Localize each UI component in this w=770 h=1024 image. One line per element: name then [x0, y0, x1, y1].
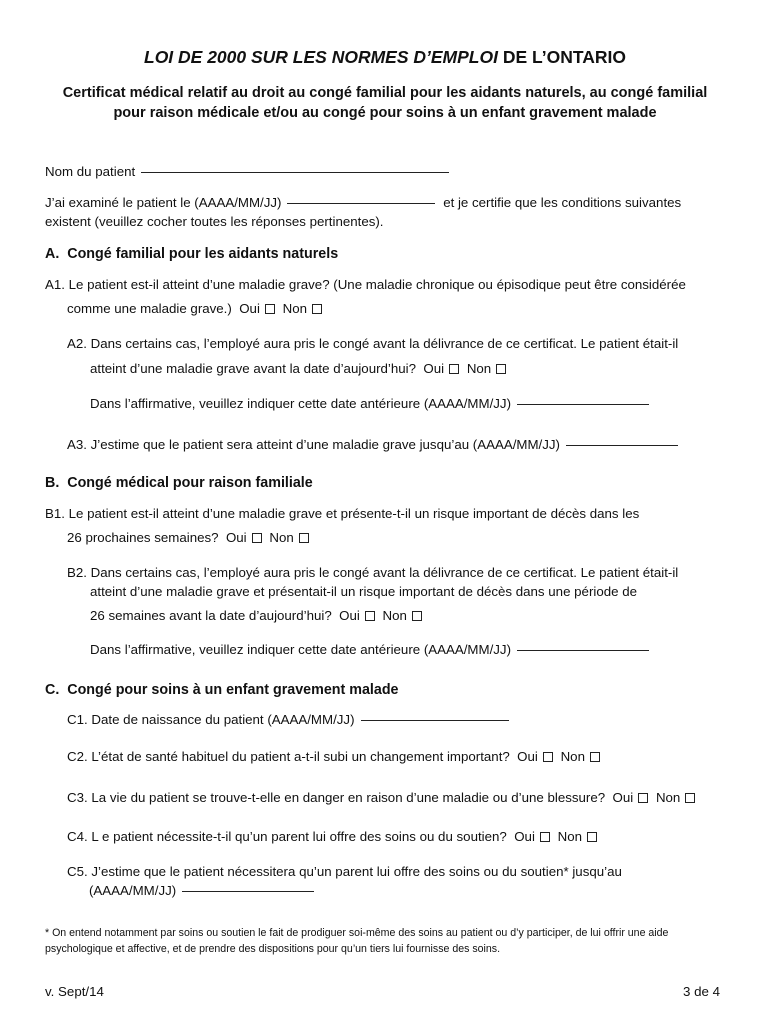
a3-row [67, 437, 678, 453]
a2-date-label: Dans l’affirmative, veuillez indiquer cette date antérieure (AAAA/MM/JJ) [90, 396, 512, 411]
c5-date-field[interactable] [182, 890, 314, 892]
a2-no-label: Non [466, 361, 492, 376]
a2-line-2 [90, 361, 510, 377]
page-subtitle [20, 83, 750, 123]
c4-no-checkbox[interactable] [587, 832, 597, 842]
b2-yes-label: Oui [339, 608, 360, 623]
examined-date-field[interactable] [287, 202, 435, 204]
b2-line-3 [90, 608, 426, 624]
c5-line-2 [89, 883, 314, 899]
c5-date-label: (AAAA/MM/JJ) [89, 883, 177, 898]
a2-yes-label: Oui [423, 361, 445, 376]
a2-yes-checkbox[interactable] [449, 364, 459, 374]
c1-label: C1. Date de naissance du patient (AAAA/MM/JJ) [67, 712, 355, 727]
c5-line-1: C5. J’estime que le patient nécessitera qu’un parent lui offre des soins ou du soutien* jusqu’au [67, 864, 622, 879]
a3-label: A3. J’estime que le patient sera atteint d’une maladie grave jusqu’au (AAAA/MM/JJ) [67, 437, 560, 452]
c4-yes-checkbox[interactable] [540, 832, 550, 842]
examined-line-2: existent (veuillez cocher toutes les réponses pertinentes). [45, 214, 384, 229]
c2-yes-label: Oui [517, 749, 538, 764]
c3-yes-checkbox[interactable] [638, 793, 648, 803]
c3-no-checkbox[interactable] [685, 793, 695, 803]
a1-yes-checkbox[interactable] [265, 304, 275, 314]
patient-name-row [45, 164, 449, 180]
subtitle-line-2: pour raison médicale et/ou au congé pour soins à un enfant gravement malade [113, 105, 657, 121]
b2-date-field[interactable] [517, 649, 649, 651]
patient-name-label: Nom du patient [45, 164, 136, 179]
b2-no-checkbox[interactable] [412, 611, 422, 621]
footnote-line-1: * On entend notamment par soins ou soutien le fait de prodiguer soi-même des soins au patient ou d’y participer, de lui offrir une aide [45, 927, 669, 939]
c3-row [67, 790, 699, 806]
b1-yes-checkbox[interactable] [252, 533, 262, 543]
b1-no-checkbox[interactable] [299, 533, 309, 543]
a1-no-label: Non [282, 301, 308, 316]
section-b-heading: B. Congé médical pour raison familiale [45, 475, 313, 491]
a1-no-checkbox[interactable] [312, 304, 322, 314]
a1-line-2 [67, 301, 326, 317]
c4-no-label: Non [557, 829, 583, 844]
b1-no-label: Non [269, 530, 294, 545]
patient-name-field[interactable] [141, 171, 449, 173]
b2-date-row [90, 642, 649, 658]
b2-no-label: Non [382, 608, 407, 623]
examined-row [45, 195, 681, 211]
b2-line-2: atteint d’une maladie grave et présentait-il un risque important de décès dans une période de [90, 584, 637, 599]
b2-yes-checkbox[interactable] [365, 611, 375, 621]
b2-date-label: Dans l’affirmative, veuillez indiquer cette date antérieure (AAAA/MM/JJ) [90, 642, 512, 657]
b1-yes-label: Oui [225, 530, 247, 545]
b1-line-1: B1. Le patient est-il atteint d’une maladie grave et présente-t-il un risque important de décès dans les [45, 506, 640, 521]
c1-date-field[interactable] [361, 719, 509, 721]
c2-yes-checkbox[interactable] [543, 752, 553, 762]
examined-suffix: et je certifie que les conditions suivantes [443, 195, 682, 210]
b1-line-2 [67, 530, 313, 546]
c2-text: C2. L’état de santé habituel du patient a-t-il subi un changement important? [67, 749, 510, 764]
a2-no-checkbox[interactable] [496, 364, 506, 374]
a2-text: atteint d’une maladie grave avant la date d’aujourd’hui? [90, 361, 417, 376]
a3-date-field[interactable] [566, 444, 678, 446]
c1-row [67, 712, 509, 728]
a2-date-row [90, 396, 649, 412]
section-c-heading: C. Congé pour soins à un enfant gravement malade [45, 682, 399, 698]
c3-yes-label: Oui [612, 790, 634, 805]
b2-line-1: B2. Dans certains cas, l’employé aura pris le congé avant la délivrance de ce certificat. Le patient était-il [67, 565, 679, 580]
c2-no-label: Non [560, 749, 585, 764]
c3-no-label: Non [655, 790, 681, 805]
title-rest: DE L’ONTARIO [502, 47, 626, 67]
c4-text: C4. L e patient nécessite-t-il qu’un parent lui offre des soins ou du soutien? [67, 829, 507, 844]
page-number: 3 de 4 [683, 984, 720, 999]
page-title [0, 47, 770, 68]
b2-text: 26 semaines avant la date d’aujourd’hui? [90, 608, 332, 623]
c2-no-checkbox[interactable] [590, 752, 600, 762]
version-label: v. Sept/14 [45, 984, 104, 999]
c4-yes-label: Oui [514, 829, 535, 844]
a2-line-1: A2. Dans certains cas, l’employé aura pris le congé avant la délivrance de ce certificat. Le patient était-il [67, 336, 679, 351]
a1-text: comme une maladie grave.) [67, 301, 232, 316]
title-italic: LOI DE 2000 SUR LES NORMES D’EMPLOI [144, 47, 498, 67]
examined-prefix: J’ai examiné le patient le (AAAA/MM/JJ) [45, 195, 282, 210]
a1-line-1: A1. Le patient est-il atteint d’une maladie grave? (Une maladie chronique ou épisodique peut être considérée [45, 277, 686, 292]
c2-row [67, 749, 604, 765]
c3-text: C3. La vie du patient se trouve-t-elle en danger en raison d’une maladie ou d’une blessure? [67, 790, 606, 805]
subtitle-line-1: Certificat médical relatif au droit au congé familial pour les aidants naturels, au congé familial [62, 85, 708, 101]
a1-yes-label: Oui [239, 301, 260, 316]
section-a-heading: A. Congé familial pour les aidants naturels [45, 246, 339, 262]
c4-row [67, 829, 601, 845]
a2-date-field[interactable] [517, 403, 649, 405]
footnote-line-2: psychologique et affective, et de prendre des dispositions pour qu’un tiers lui fournisse des soins. [45, 943, 501, 955]
b1-text: 26 prochaines semaines? [67, 530, 219, 545]
